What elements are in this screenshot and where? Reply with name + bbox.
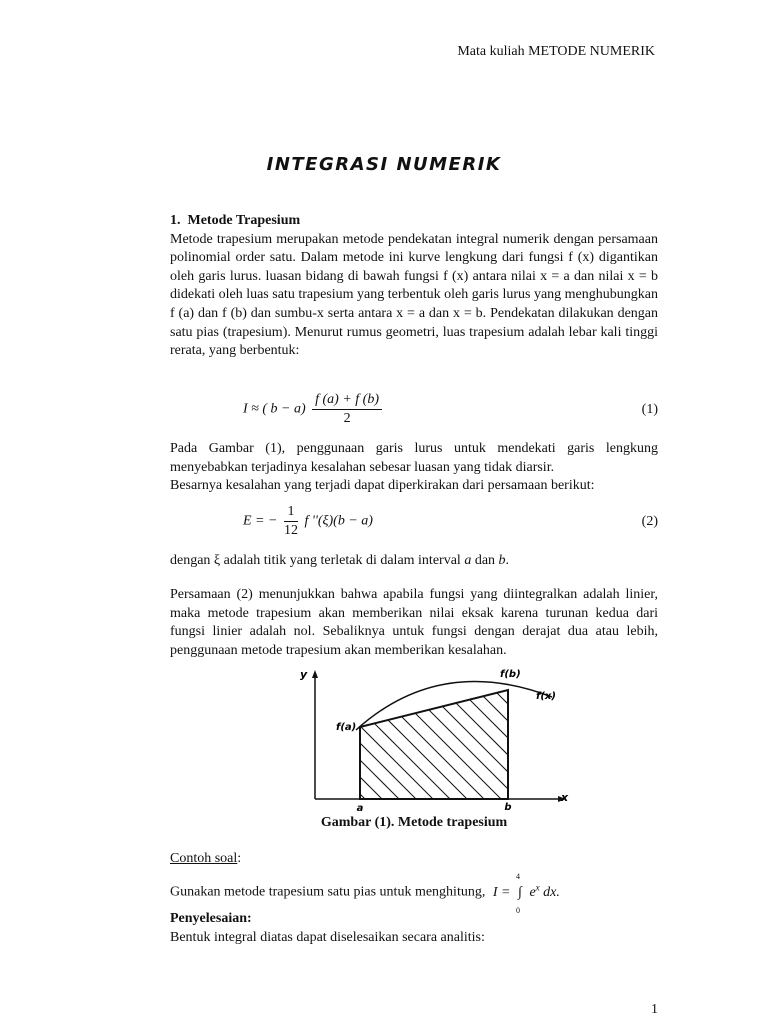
equation-1-fraction: [312, 392, 382, 427]
xi-note-a: a: [464, 553, 472, 568]
integral-lhs: I =: [492, 884, 511, 900]
equation-1-numerator: f (a) + f (b): [312, 392, 382, 410]
y-axis-label: y: [300, 668, 308, 681]
trapezoid-figure: [290, 664, 580, 812]
example-label-row: [170, 850, 658, 869]
equation-2-numerator: 1: [284, 504, 298, 522]
section-trapesium: [170, 212, 658, 361]
xi-note-middle: dan: [471, 553, 499, 568]
example-label: Contoh soal: [170, 851, 238, 866]
y-axis-arrow: [312, 670, 318, 678]
solution-text: Bentuk integral diatas dapat diselesaikan secara analitis:: [170, 929, 485, 945]
paragraph-linear: Persamaan (2) menunjukkan bahwa apabila fungsi yang diintegralkan adalah linier, maka metode trapesium akan memberikan nilai eksak karena turunan kedua dari fungsi linier adalah nol. Sebaliknya untuk fungsi dengan derajat dua atau lebih, penggunaan metode trapesium akan memberikan kesalahan.: [170, 587, 658, 658]
example-task: [170, 871, 658, 915]
integrand-base: e: [529, 884, 536, 900]
fa-label: f(a): [336, 722, 357, 733]
paragraph-2-line-2: Besarnya kesalahan yang terjadi dapat diperkirakan dari persamaan berikut:: [170, 478, 595, 494]
integral-lower-limit: 0: [515, 905, 520, 915]
equation-2-number: (2): [641, 514, 658, 529]
a-label: a: [356, 803, 364, 812]
equation-1-lhs: I ≈ ( b − a): [243, 401, 306, 417]
equation-2-lhs: E = −: [243, 513, 278, 529]
equation-1-denominator: 2: [343, 411, 351, 426]
fx-label: f(x): [536, 691, 556, 702]
xi-note: [170, 552, 658, 571]
intro-paragraph: Metode trapesium merupakan metode pendekatan integral numerik dengan persamaan polinomial order satu. Dalam metode ini kurve lengkung dari fungsi f (x) digantikan oleh garis lurus. luasan bidang di bawah fungsi f (x) antara nilai x = a dan nilai x = b didekati oleh luas satu trapesium yang terbentuk oleh garis lurus yang menghubungkan f (a) dan f (b) dan sumbu-x serta antara x = a dan x = b. Pendekatan dilakukan dengan satu pias (trapesium). Menurut rumus geometri, luas trapesium adalah lebar kali tinggi rerata, yang berbentuk:: [170, 231, 658, 359]
example-integral: [492, 871, 560, 915]
solution: [170, 910, 658, 947]
x-axis-label: x: [561, 791, 569, 804]
b-label: b: [504, 802, 512, 812]
xi-note-before: dengan ξ adalah titik yang terletak di dalam interval: [170, 553, 465, 568]
integrand-exponent: x: [535, 882, 540, 892]
equation-2-fraction: [284, 504, 298, 539]
page-number: 1: [651, 1002, 658, 1017]
example-task-text: Gunakan metode trapesium satu pias untuk menghitung,: [170, 884, 486, 900]
fb-label: f(b): [500, 669, 521, 680]
section-heading: 1. Metode Trapesium: [170, 213, 301, 228]
integral-differential: dx.: [539, 884, 560, 900]
equation-1: [243, 392, 385, 427]
paragraph-error-intro: [170, 440, 658, 496]
running-header: Mata kuliah METODE NUMERIK: [457, 44, 655, 59]
equation-2-rhs: f ''(ξ)(b − a): [304, 513, 373, 529]
equation-2: [243, 504, 373, 539]
xi-note-after: .: [505, 553, 510, 568]
solution-heading: Penyelesaian:: [170, 911, 252, 926]
equation-2-denominator: 12: [283, 523, 298, 538]
equation-1-number: (1): [641, 402, 658, 417]
integral-upper-limit: 4: [515, 871, 520, 881]
figure-caption: Gambar (1). Metode trapesium: [320, 815, 508, 830]
paragraph-2-line-1: Pada Gambar (1), penggunaan garis lurus untuk mendekati garis lengkung menyebabkan terjadinya kesalahan sebesar luasan yang tidak diarsir.: [170, 441, 658, 475]
integral-sign: ∫ 4 0: [514, 884, 526, 903]
curve-fx: [356, 681, 552, 730]
xi-note-b: b: [498, 553, 506, 568]
page-title: INTEGRASI NUMERIK: [266, 154, 502, 175]
example-label-colon: :: [237, 851, 242, 866]
